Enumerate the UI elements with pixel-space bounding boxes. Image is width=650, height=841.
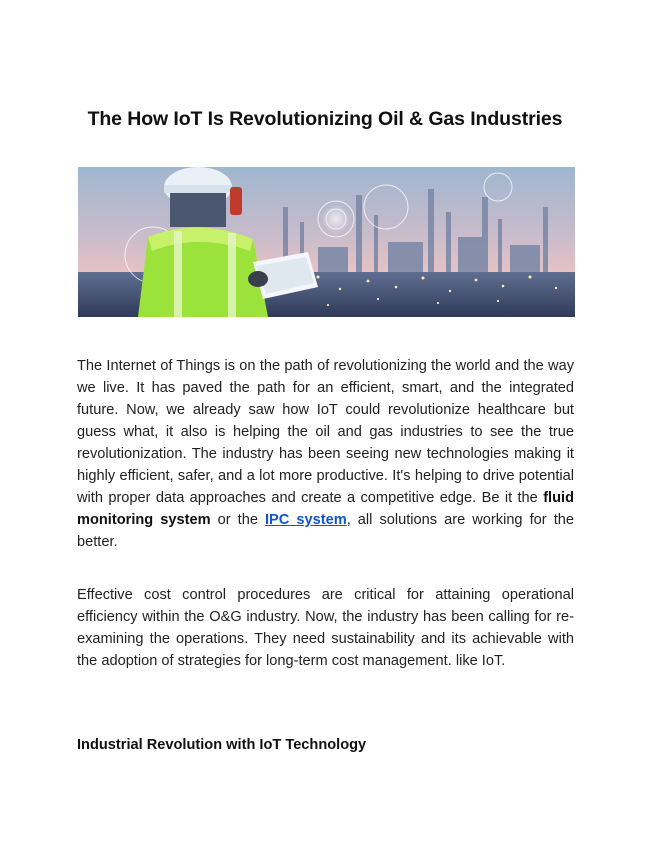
section-subheading: Industrial Revolution with IoT Technology [77,737,367,753]
intro-paragraph [77,355,574,553]
intro-text-after-link: , all solutions are working for the better. [77,512,574,550]
cost-control-paragraph: Effective cost control procedures are critical for attaining operational efficiency within the O&G industry. Now, the industry has been calling for re-examining the operations. They need sustainability and its achievable with the adoption of strategies for long-term cost management. like IoT. [77,587,574,669]
fluid-monitoring-system-bold: fluid monitoring system [77,490,574,528]
worker-with-tablet-refinery-image [78,167,575,317]
ipc-system-link[interactable]: IPC system [265,512,347,528]
intro-text: The Internet of Things is on the path of revolutionizing the world and the way we live. It has paved the path for an efficient, smart, and the integrated future. Now, we already saw how IoT could revolutionize healthcare but guess what, it also is helping the oil and gas industries to see the true revolutionization. The industry has been seeing new technologies making it highly efficient, safer, and a lot more productive. It's helping to drive potential with proper data approaches and create a competitive edge. Be it the [77,358,574,506]
hero-image [78,167,575,317]
page-title: The How IoT Is Revolutionizing Oil & Gas Industries [87,108,563,130]
intro-text-between: or the [210,512,265,528]
